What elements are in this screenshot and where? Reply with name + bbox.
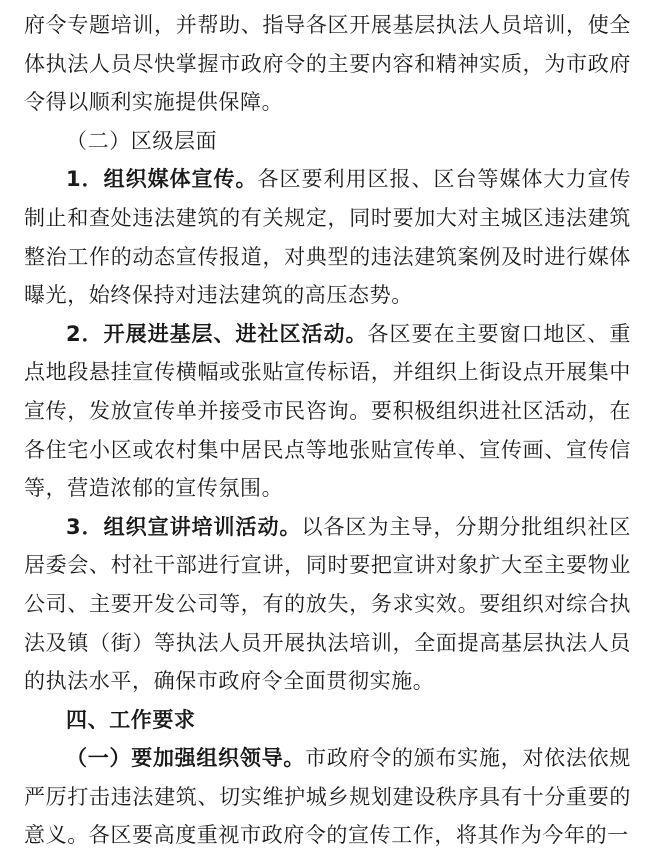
- paragraph-training-continued: 府令专题培训，并帮助、指导各区开展基层执法人员培训，使全体执法人员尽快掌握市政府令的主要内容和精神实质，为市政府令得以顺利实施提供保障。: [24, 13, 631, 115]
- body-media-publicity: 各区要利用区报、区台等媒体大力宣传制止和查处违法建筑的有关规定，同时要加大对主城区违法建筑整治工作的动态宣传报道，对典型的违法建筑案例及时进行媒体曝光，始终保持对违法建筑的高压态势。: [24, 167, 632, 308]
- paragraph-lecture-training: [24, 508, 631, 701]
- lead-community-activities: 2．开展进基层、进社区活动。: [66, 321, 368, 346]
- heading-district-level: （二）区级层面: [66, 128, 218, 153]
- lead-media-publicity: 1．组织媒体宣传。: [66, 167, 258, 192]
- lead-lecture-training: 3．组织宣讲培训活动。: [66, 514, 302, 539]
- paragraph-media-publicity: [24, 160, 631, 314]
- body-community-activities: 各区要在主要窗口地区、重点地段悬挂宣传横幅或张贴宣传标语，并组织上街设点开展集中宣传，发放宣传单并接受市民咨询。要积极组织进社区活动，在各住宅小区或农村集中居民点等地张贴宣传单、宣传画、宣传信等，营造浓郁的宣传氛围。: [24, 321, 632, 501]
- paragraph-organizational-leadership: [24, 739, 631, 855]
- heading-work-requirements: 四、工作要求: [66, 707, 196, 732]
- body-organizational-leadership: 市政府令的颁布实施，对依法依规严厉打击违法建筑、切实维护城乡规划建设秩序具有十分重要的意义。各区要高度重视市政府令的宣传工作，将其作为今年的一: [24, 746, 631, 848]
- body-lecture-training: 以各区为主导，分期分批组织社区居委会、村社干部进行宣讲，同时要把宣讲对象扩大至主要物业公司、主要开发公司等，有的放失，务求实效。要组织对综合执法及镇（街）等执法人员开展执法培训，全面提高基层执法人员的执法水平，确保市政府令全面贯彻实施。: [24, 514, 631, 694]
- paragraph-community-activities: [24, 315, 631, 508]
- lead-organizational-leadership: （一）要加强组织领导。: [66, 746, 306, 771]
